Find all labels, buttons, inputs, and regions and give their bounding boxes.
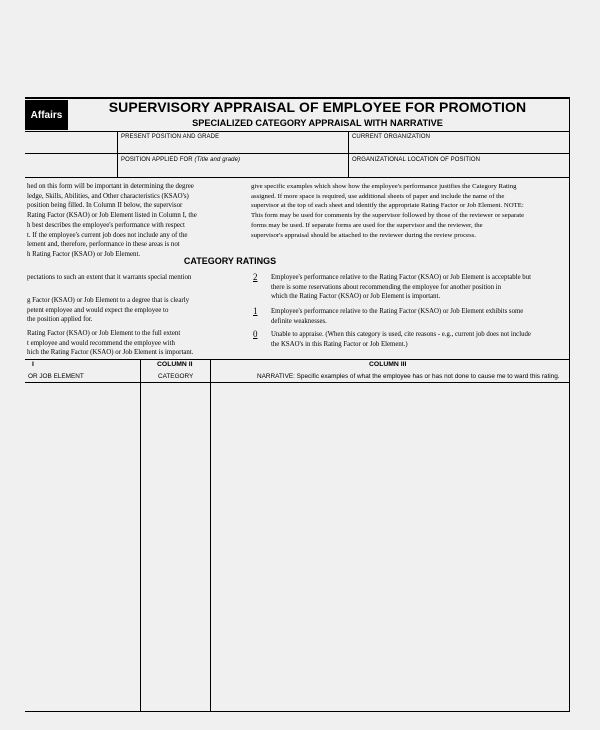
- rating-number-2: 2: [253, 272, 258, 282]
- column-2-header: COLUMN II: [157, 361, 193, 368]
- rating-line: definite weaknesses.: [271, 317, 327, 325]
- rating-number-1: 1: [253, 306, 258, 316]
- instruction-line: Rating Factor (KSAO) or Job Element listed in Column I, the: [27, 212, 197, 220]
- rating-description-2: [271, 273, 531, 302]
- rating-description-0: [271, 330, 531, 349]
- category-ratings-title: CATEGORY RATINGS: [183, 256, 277, 266]
- field-grid-bottom: [25, 177, 570, 178]
- position-applied-hint: (Title and grade): [194, 157, 241, 163]
- field-divider-1: [117, 131, 118, 177]
- column-3-subheader: NARRATIVE: Specific examples of what the employee has or has not done to cause me to ward this rating.: [257, 373, 560, 380]
- rating-left-fragment: [27, 273, 191, 283]
- position-applied-label: POSITION APPLIED FOR: [121, 157, 193, 163]
- rating-line: hich the Rating Factor (KSAO) or Job Element is important.: [27, 349, 194, 357]
- instruction-line: ledge, Skills, Abilities, and Other characteristics (KSAO's): [27, 192, 189, 200]
- rating-line: pectations to such an extent that it warrants special mention: [27, 274, 192, 281]
- instruction-line: h Rating Factor (KSAO) or Job Element.: [27, 250, 141, 258]
- current-organization-field[interactable]: CURRENT ORGANIZATION: [352, 134, 431, 140]
- form-title: SUPERVISORY APPRAISAL OF EMPLOYEE FOR PROMOTION: [108, 99, 527, 115]
- present-position-field[interactable]: PRESENT POSITION AND GRADE: [121, 134, 220, 140]
- instruction-line: give specific examples which show how the employee's performance justifies the Category Rating: [251, 183, 517, 190]
- rating-left-fragment: [27, 296, 189, 325]
- instruction-line: forms may be used. If separate forms are used for the supervisor and the reviewer, the: [251, 221, 483, 229]
- column-3-entry-area[interactable]: [211, 384, 568, 710]
- field-grid-top: [25, 131, 570, 132]
- rating-line: petent employee and would expect the employee to: [27, 306, 169, 314]
- instruction-line: t. If the employee's current job does not include any of the: [27, 231, 188, 239]
- column-1-subheader: OR JOB ELEMENT: [28, 373, 84, 380]
- field-grid-mid: [25, 153, 570, 154]
- instruction-line: This form may be used for comments by the supervisor followed by those of the reviewer or separate: [251, 212, 525, 220]
- instructions-right: [251, 182, 524, 240]
- column-table-top: [25, 359, 570, 360]
- rating-line: Unable to appraise. (When this category is used, cite reasons - e.g., current job does not include: [271, 331, 531, 338]
- instruction-line: h best describes the employee's performance with respect: [27, 221, 185, 229]
- column-2-subheader: CATEGORY: [158, 373, 194, 380]
- rating-line: there is some reservations about recommending the employee for another position in: [271, 283, 502, 291]
- instruction-line: supervisor at the top of each sheet and identify the appropriate Rating Factor or Job Element. NOTE:: [251, 202, 524, 210]
- instruction-line: assigned. If more space is required, use additional sheets of paper and include the name of the: [251, 192, 505, 200]
- column-1-header: I: [32, 361, 34, 368]
- field-divider-2: [348, 131, 349, 177]
- rating-line: Rating Factor (KSAO) or Job Element to the full extent: [27, 330, 181, 337]
- rating-line: the position applied for.: [27, 316, 93, 324]
- right-border: [569, 97, 570, 712]
- position-applied-field[interactable]: [121, 157, 240, 163]
- instruction-line: lement and, therefore, performance in these areas is not: [27, 241, 180, 249]
- instruction-line: supervisor's appraisal should be attached to the reviewer during the review process.: [251, 231, 477, 239]
- rating-line: the KSAO's in this Rating Factor or Job Element.): [271, 340, 408, 348]
- column-2-entry-area[interactable]: [141, 384, 209, 710]
- rating-line: Employee's performance relative to the Rating Factor (KSAO) or Job Element exhibits some: [271, 308, 524, 315]
- form-subtitle: SPECIALIZED CATEGORY APPRAISAL WITH NARRATIVE: [192, 118, 443, 128]
- bottom-border: [25, 711, 570, 712]
- affairs-badge: Affairs: [25, 100, 68, 130]
- column-3-header: COLUMN III: [369, 361, 407, 368]
- rating-line: which the Rating Factor (KSAO) or Job Element is important.: [271, 293, 441, 301]
- rating-line: g Factor (KSAO) or Job Element to a degree that is clearly: [27, 297, 190, 304]
- rating-left-fragment: [27, 329, 194, 358]
- rating-number-0: 0: [253, 329, 258, 339]
- org-location-field[interactable]: ORGANIZATIONAL LOCATION OF POSITION: [352, 157, 481, 163]
- instructions-left: [27, 182, 197, 260]
- column-1-entry-area[interactable]: [26, 384, 139, 710]
- rating-line: Employee's performance relative to the Rating Factor (KSAO) or Job Element is acceptable but: [271, 274, 531, 281]
- instruction-line: hed on this form will be important in determining the degree: [27, 183, 194, 190]
- instruction-line: position being filled. In Column II below, the supervisor: [27, 202, 183, 210]
- rating-description-1: [271, 307, 523, 326]
- column-header-rule: [25, 382, 570, 383]
- rating-line: t employee and would recommend the employee with: [27, 339, 175, 347]
